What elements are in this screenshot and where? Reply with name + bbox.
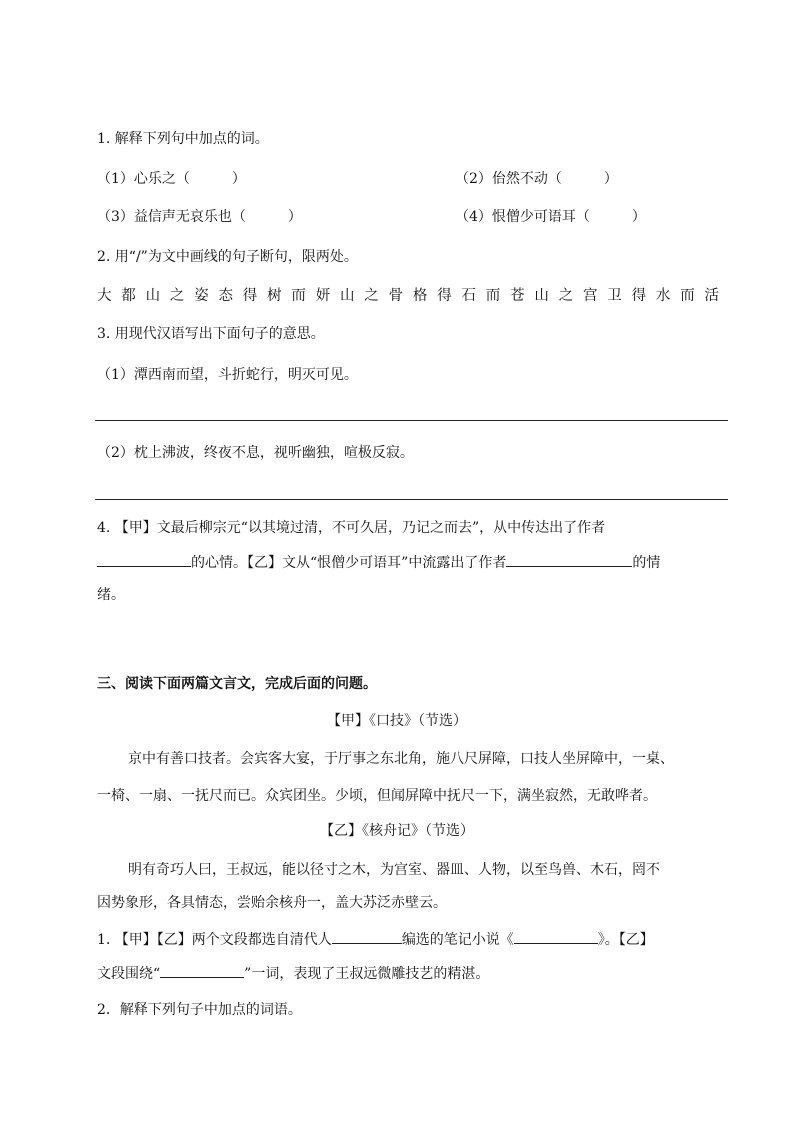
answer-line-1[interactable]: [95, 420, 728, 421]
q4-line-1: 4. 【甲】文最后柳宗元“以其境过清，不可久居，乃记之而去”，从中传达出了作者: [97, 520, 606, 536]
answer-blank[interactable]: [514, 929, 598, 944]
q4-line-2-text: 的心情。【乙】文从“恨僧少可语耳”中流露出了作者: [191, 555, 507, 571]
s3-q1-text-a: 1. 【甲】【乙】两个文段都选自清代人: [97, 932, 332, 948]
q3-title: 3. 用现代汉语写出下面句子的意思。: [97, 326, 325, 342]
q3-item-2: （2）枕上沸波，终夜不息，视听幽独，喧极反寂。: [97, 445, 414, 461]
q4-line-2: [97, 552, 660, 573]
q2-sentence: 大都山之姿态得树而妍山之骨格得石而苍山之宫卫得水而活: [97, 288, 729, 304]
q2-title: 2. 用“/”为文中画线的句子断句，限两处。: [97, 249, 358, 265]
q4-line-3: 绪。: [97, 587, 125, 603]
q1-item-3: （3）益信声无哀乐也（ ）: [97, 209, 302, 225]
answer-blank[interactable]: [160, 963, 244, 978]
s3-q1-line-1: [97, 929, 654, 950]
passage-yi-title: 【乙】《核舟记》（节选）: [320, 823, 474, 839]
section-heading: 三、阅读下面两篇文言文，完成后面的问题。: [97, 676, 377, 692]
q4-line-2-end: 的情: [632, 555, 661, 571]
s3-q2-title: 2．解释下列句子中加点的词语。: [97, 1002, 302, 1018]
passage-jia-line-1: 京中有善口技者。会宾客大宴，于厅事之东北角，施八尺屏障，口技人坐屏障中，一桌、: [128, 751, 674, 767]
s3-q1-text-c: 》。【乙】: [597, 932, 654, 948]
s3-q1-text-e: ”一词，表现了王叔远微雕技艺的精湛。: [244, 966, 490, 982]
passage-yi-line-1: 明有奇巧人曰，王叔远，能以径寸之木，为宫室、器皿、人物，以至鸟兽、木石，罔不: [128, 862, 660, 878]
answer-blank[interactable]: [506, 552, 632, 567]
s3-q1-text-d: 文段围绕“: [97, 966, 161, 982]
passage-jia-line-2: 一椅、一扇、一抚尺而已。众宾团坐。少顷，但闻屏障中抚尺一下，满坐寂然，无敢哗者。: [97, 788, 657, 804]
answer-blank[interactable]: [97, 552, 191, 567]
q1-item-4: （4）恨僧少可语耳（ ）: [455, 209, 646, 225]
q3-item-1: （1）潭西南而望，斗折蛇行，明灭可见。: [97, 367, 358, 383]
s3-q1-text-b: 编选的笔记小说《: [401, 932, 514, 948]
q1-item-1: （1）心乐之（ ）: [97, 171, 246, 187]
answer-line-2[interactable]: [95, 499, 728, 500]
s3-q1-line-2: [97, 963, 489, 984]
q1-title: 1. 解释下列句中加点的词。: [97, 131, 269, 147]
passage-jia-title: 【甲】《口技》（节选）: [327, 713, 467, 729]
answer-blank[interactable]: [332, 929, 402, 944]
q1-item-2: （2）佁然不动（ ）: [455, 171, 618, 187]
passage-yi-line-2: 因势象形，各具情态，尝贻余核舟一，盖大苏泛赤壁云。: [97, 895, 447, 911]
